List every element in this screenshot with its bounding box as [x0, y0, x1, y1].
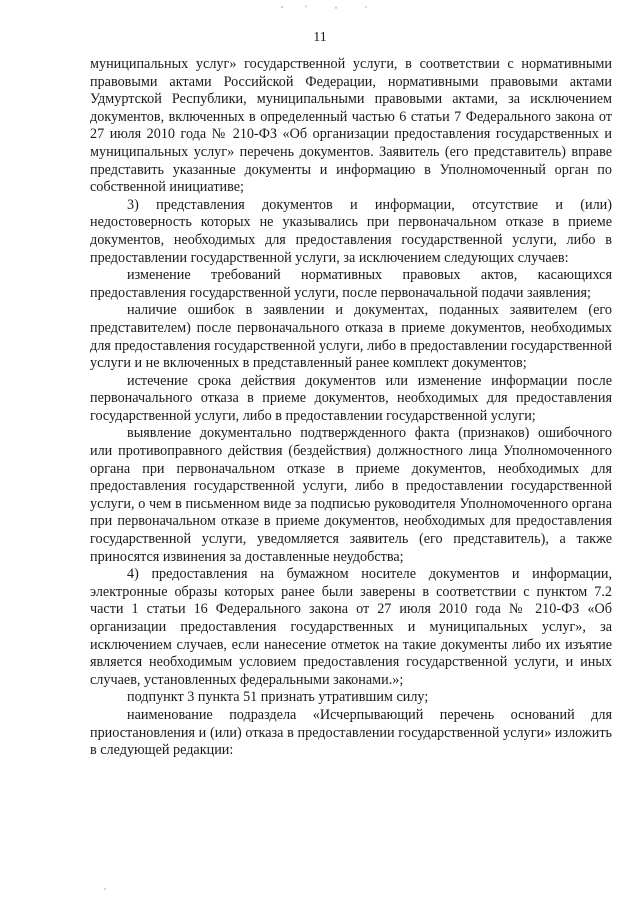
paragraph-errors-in-application: наличие ошибок в заявлении и документах, поданных заявителем (его представителем) после первоначального отказа в приеме документов, необходимых для предоставления государственной услуги, либо в предоставлении государственной услуги и не включенных в представленный ранее комплект документов;	[90, 302, 612, 372]
paragraph-item-3: 3) представления документов и информации, отсутствие и (или) недостоверность которых не указывались при первоначальном отказе в приеме документов, необходимых для предоставления государственной услуги, либо в предоставлении государственной услуги, за исключением следующих случаев:	[90, 196, 612, 266]
paragraph-continuation: муниципальных услуг» государственной услуги, в соответствии с нормативными правовыми актами Российской Федерации, нормативными правовыми актами Удмуртской Республики, муниципальными правовыми актами, за исключением документов, включенных в определенный частью 6 статьи 7 Федерального закона от 27 июля 2010 года № 210-ФЗ «Об организации предоставления государственных и муниципальных услуг» перечень документов. Заявитель (его представитель) вправе представить указанные документы и информацию в Уполномоченный орган по собственной инициативе;	[90, 56, 612, 196]
paragraph-item-4: 4) предоставления на бумажном носителе документов и информации, электронные образы которых ранее были заверены в соответствии с пунктом 7.2 части 1 статьи 16 Федерального закона от 27 июля 2010 года № 210-ФЗ «Об организации предоставления государственных и муниципальных услуг», за исключением случаев, если нанесение отметок на такие документы либо их изъятие является необходимым условием предоставления государственной услуги, и иных случаев, установленных федеральными законами.»;	[90, 566, 612, 688]
paragraph-subsection-title: наименование подраздела «Исчерпывающий перечень оснований для приостановления и (или) отказа в предоставлении государственной услуги» изложить в следующей редакции:	[90, 706, 612, 759]
page-number: 11	[313, 30, 327, 45]
scan-artifact	[270, 4, 390, 10]
document-body	[90, 56, 612, 760]
paragraph-requirements-change: изменение требований нормативных правовых актов, касающихся предоставления государственной услуги, после первоначальной подачи заявления;	[90, 267, 612, 301]
paragraph-erroneous-action: выявление документально подтвержденного факта (признаков) ошибочного или противоправного действия (бездействия) должностного лица Уполномоченного органа при первоначальном отказе в приеме документов, необходимых для предоставления государственной услуги, либо в предоставлении государственной услуги, о чем в письменном виде за подписью руководителя Уполномоченного органа при первоначальном отказе в приеме документов, необходимых для предоставления государственной услуги, уведомляется заявитель (его представитель), а также приносятся извинения за доставленные неудобства;	[90, 425, 612, 565]
paragraph-subitem-repeal: подпункт 3 пункта 51 признать утратившим силу;	[127, 689, 429, 706]
paragraph-documents-expiry: истечение срока действия документов или изменение информации после первоначального отказа в приеме документов, необходимых для предоставления государственной услуги, либо в предоставлении государственной услуги;	[90, 372, 612, 424]
scan-artifact-dot	[104, 888, 106, 890]
